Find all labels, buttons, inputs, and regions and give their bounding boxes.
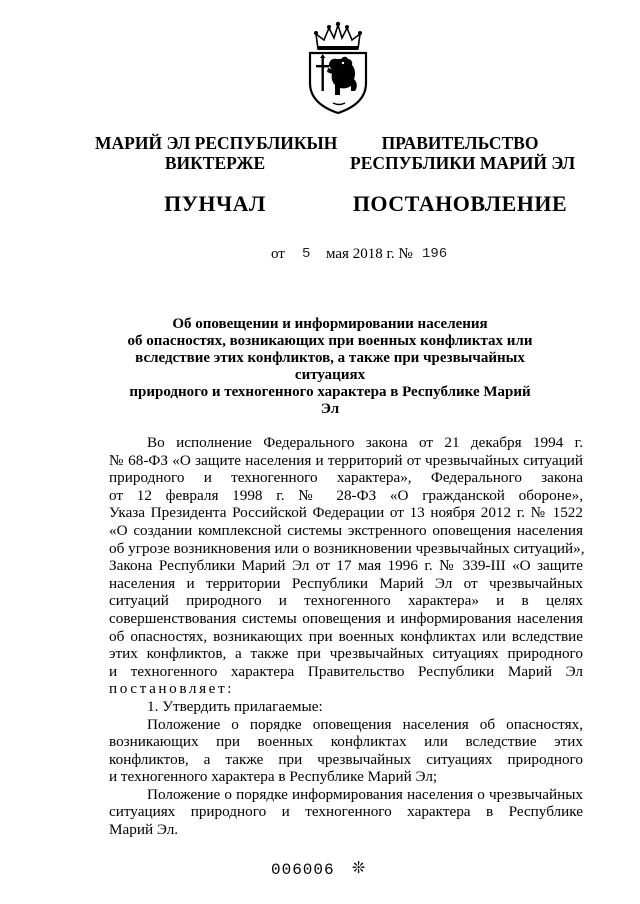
header-right-title: ПОСТАНОВЛЕНИЕ (352, 191, 568, 216)
date-day: 5 (302, 246, 311, 262)
body-line: ситуаций природного и техногенного характера» и в целях (109, 592, 583, 610)
document-body (109, 434, 583, 839)
header-right-line1: ПРАВИТЕЛЬСТВО (381, 133, 539, 153)
body-line: населения и территории Республики Марий Эл от чрезвычайных (109, 574, 583, 592)
body-line: Во исполнение Федерального закона от 21 декабря 1994 г. (147, 434, 583, 451)
header-right (350, 133, 576, 217)
body-line: и техногенного характера в Республике Марий Эл; (109, 768, 438, 786)
serial-number: 006006 (271, 861, 335, 879)
body-line: Указа Президента Российской Федерации от 13 ноября 2012 г. № 1522 (109, 504, 583, 522)
body-line: ситуациях природного и техногенного характера в Республике (109, 803, 583, 821)
body-line: об опасностях, возникающих при военных конфликтах или вследствие (109, 627, 583, 645)
body-line: Положение о порядке информирования населения о чрезвычайных (147, 785, 583, 803)
header-left-line1: МАРИЙ ЭЛ РЕСПУБЛИКЫН (95, 133, 338, 153)
body-line: № 68-ФЗ «О защите населения и территорий от чрезвычайных ситуаций (109, 451, 583, 469)
body-line: Положение о порядке оповещения населения об опасностях, (147, 715, 583, 733)
body-line: от 12 февраля 1998 г. № 28-ФЗ «О гражданской обороне», (109, 486, 583, 504)
body-line: Закона Республики Марий Эл от 17 мая 1996 г. № 339-III «О защите (109, 557, 583, 575)
body-line: этих конфликтов, а также при чрезвычайных ситуациях природного (109, 645, 583, 663)
body-line: совершенствования системы оповещения и информирования населения (109, 609, 583, 627)
body-line: «О создании комплексной системы экстренного оповещения населения (109, 521, 583, 539)
header-left-line2: ВИКТЕРЖЕ (164, 153, 266, 173)
body-line: возникающих при военных конфликтах или вследствие этих (109, 733, 583, 751)
document-number: 196 (422, 246, 448, 262)
ornament-icon: ❊ (352, 858, 366, 877)
body-line: конфликтов, а также при чрезвычайных ситуациях природного (109, 750, 583, 768)
body-line-resolves: постановляет: (109, 680, 235, 698)
title-line: Об оповещении и информировании населения (172, 316, 488, 332)
date-prefix: от (271, 246, 285, 262)
document-title (120, 316, 540, 418)
title-line: вследствие этих конфликтов, а также при чрезвычайных ситуациях (135, 350, 525, 383)
header-left (95, 133, 338, 217)
header-right-line2: РЕСПУБЛИКИ МАРИЙ ЭЛ (350, 153, 576, 173)
body-line: об угрозе возникновения или о возникновении чрезвычайных ситуаций», (109, 539, 585, 557)
date-month-year: мая 2018 г. № (326, 246, 413, 262)
title-line: природного и техногенного характера в Республике Марий Эл (129, 384, 531, 417)
body-line: Марий Эл. (109, 821, 179, 839)
header-left-title: ПУНЧАЛ (164, 191, 266, 216)
body-line: природного и техногенного характера», Федерального закона (109, 469, 583, 487)
body-line-item-1: 1. Утвердить прилагаемые: (147, 697, 323, 715)
body-line: и техногенного характера Правительство Республики Марий Эл (109, 662, 583, 680)
title-line: об опасностях, возникающих при военных конфликтах или (127, 333, 533, 349)
coat-of-arms-icon (307, 19, 369, 115)
